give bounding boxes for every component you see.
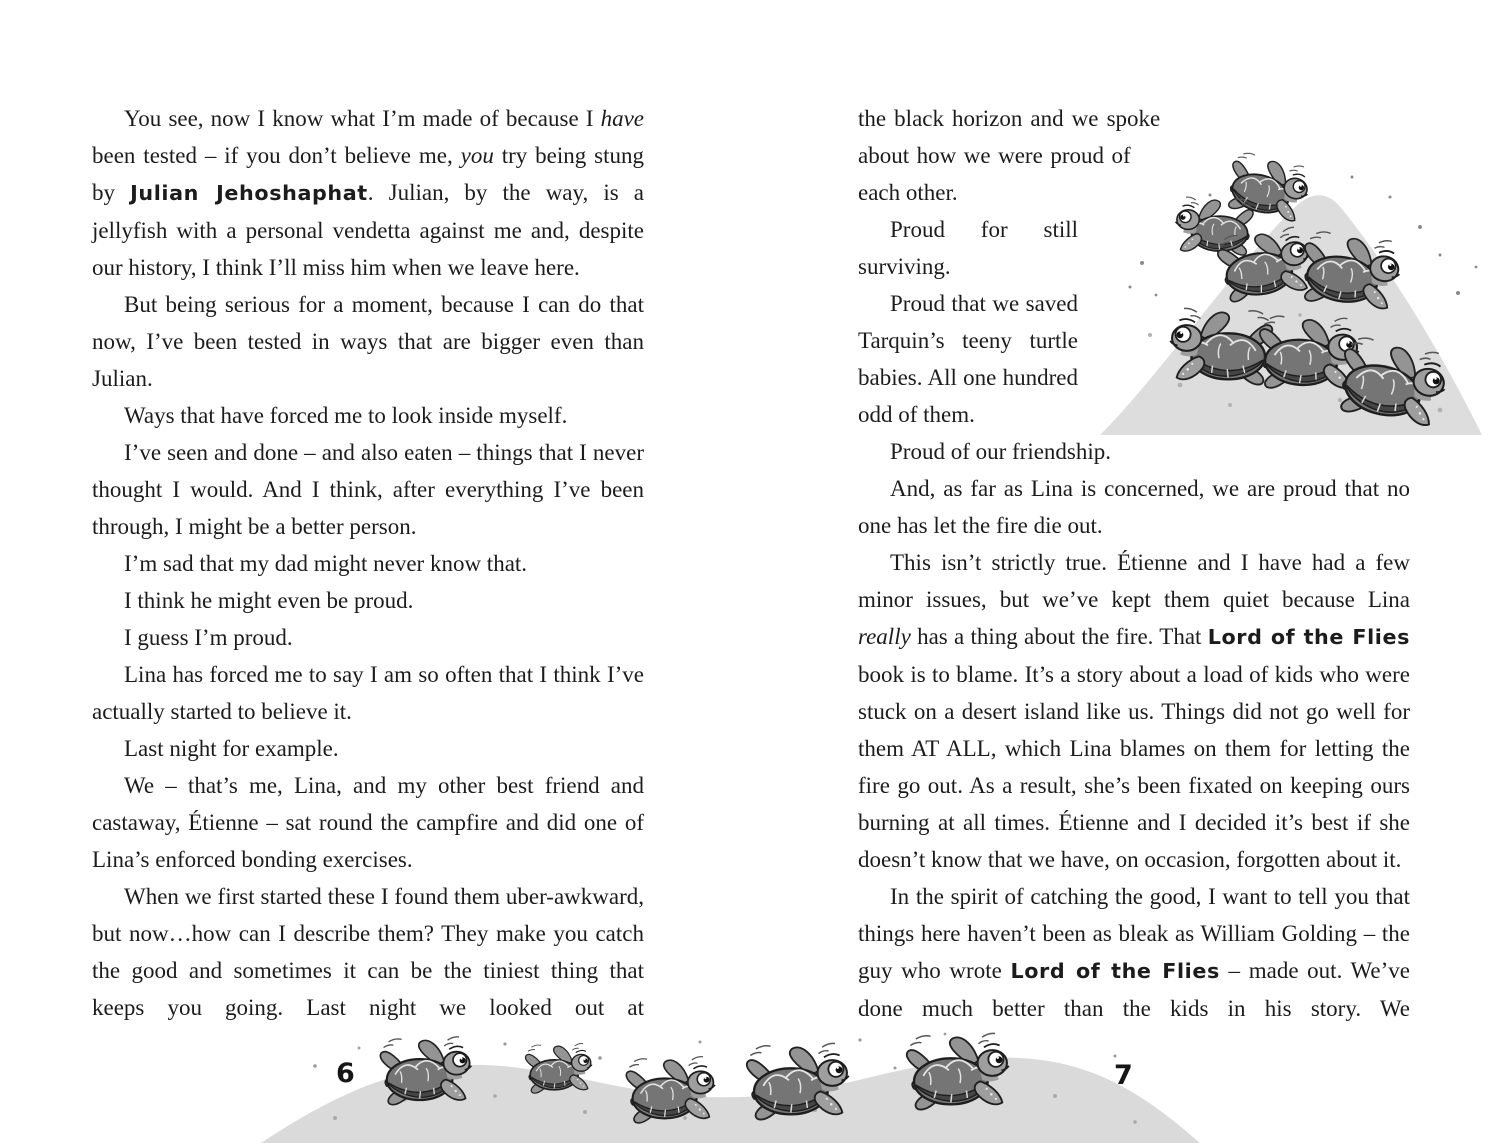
paragraph: [92, 730, 644, 767]
text-run: Proud of our friendship.: [890, 439, 1112, 464]
text-run: This isn’t strictly true. Étienne and I have had a few minor issues, but we’ve kept them quiet because Lina: [858, 550, 1410, 612]
text-run: the black horizon and we spoke about how we were proud of each other.: [858, 106, 1161, 205]
page-number-right: 7: [1114, 1060, 1133, 1091]
fancy-text: Lord of the Flies: [1010, 959, 1220, 983]
text-run: When we first started these I found them uber-awkward, but now…how can I describe them? They make you catch the good and sometimes it can be the tiniest thing that keeps you going. Last night we looked out at: [92, 884, 644, 1020]
fancy-text: Julian Jehoshaphat: [130, 181, 368, 205]
sand-dune-illustration: [255, 1026, 1260, 1143]
text-run: Ways that have forced me to look inside myself.: [124, 403, 568, 428]
text-run: In the spirit of catching the good, I want to tell you that things here haven’t been as bleak as William Golding – the guy who wrote: [858, 884, 1410, 983]
paragraph: [858, 433, 1410, 470]
text-run: You see, now I know what I’m made of because I: [124, 106, 601, 131]
paragraph: [858, 544, 1410, 878]
text-run: . Julian, by the way, is a jellyfish with a personal vendetta against me and, despite our history, I think I’ll miss him when we leave here.: [92, 180, 644, 280]
left-page-text: [92, 100, 644, 1026]
text-run: Proud that we saved Tarquin’s teeny turtle babies. All one hundred odd of them.: [858, 291, 1078, 427]
paragraph: [92, 878, 644, 1026]
right-page-text: [858, 100, 1410, 1027]
text-run: Last night for example.: [124, 736, 339, 761]
text-run: But being serious for a moment, because I can do that now, I’ve been tested in ways that are bigger even than Julian.: [92, 292, 644, 391]
text-run: try being stung by: [92, 143, 644, 205]
text-run: Lina has forced me to say I am so often that I think I’ve actually started to believe it.: [92, 662, 644, 724]
paragraph: [92, 767, 644, 878]
text-run: I guess I’m proud.: [124, 625, 293, 650]
text-run: I think he might even be proud.: [124, 588, 414, 613]
text-run: – made out. We’ve done much better than the kids in his story. We: [858, 958, 1410, 1021]
paragraph: [858, 470, 1410, 544]
paragraph: [92, 619, 644, 656]
italic-text: you: [460, 143, 494, 168]
paragraph: [92, 286, 644, 397]
text-run: Proud for still surviving.: [858, 217, 1078, 279]
paragraph: [92, 397, 644, 434]
text-run: We – that’s me, Lina, and my other best friend and castaway, Étienne – sat round the campfire and did one of Lina’s enforced bonding exercises.: [92, 773, 644, 872]
paragraph: [92, 656, 644, 730]
page-number-left: 6: [336, 1058, 355, 1089]
text-run: book is to blame. It’s a story about a load of kids who were stuck on a desert island like us. Things did not go well for them AT ALL, which Lina blames on them for letting the fire go out. As a result, she’s been fixated on keeping ours burning at all times. Étienne and I decided it’s best if she doesn’t know that we have, on occasion, forgotten about it.: [858, 662, 1410, 872]
italic-text: have: [600, 106, 644, 131]
text-run: And, as far as Lina is concerned, we are proud that no one has let the fire die out.: [858, 476, 1410, 538]
paragraph: [92, 545, 644, 582]
italic-text: really: [858, 624, 911, 649]
paragraph: [92, 100, 644, 286]
text-run: I’m sad that my dad might never know that.: [124, 551, 528, 576]
turtle-pile-illustration: [1090, 135, 1410, 425]
text-run: has a thing about the fire. That: [910, 624, 1208, 649]
paragraph: [92, 434, 644, 545]
text-run: I’ve seen and done – and also eaten – things that I never thought I would. And I think, after everything I’ve been through, I might be a better person.: [92, 440, 644, 539]
paragraph: [858, 878, 1410, 1027]
text-run: been tested – if you don’t believe me,: [92, 143, 461, 168]
paragraph: [92, 582, 644, 619]
fancy-text: Lord of the Flies: [1207, 625, 1410, 649]
turtle-pile-svg: [1090, 135, 1490, 435]
